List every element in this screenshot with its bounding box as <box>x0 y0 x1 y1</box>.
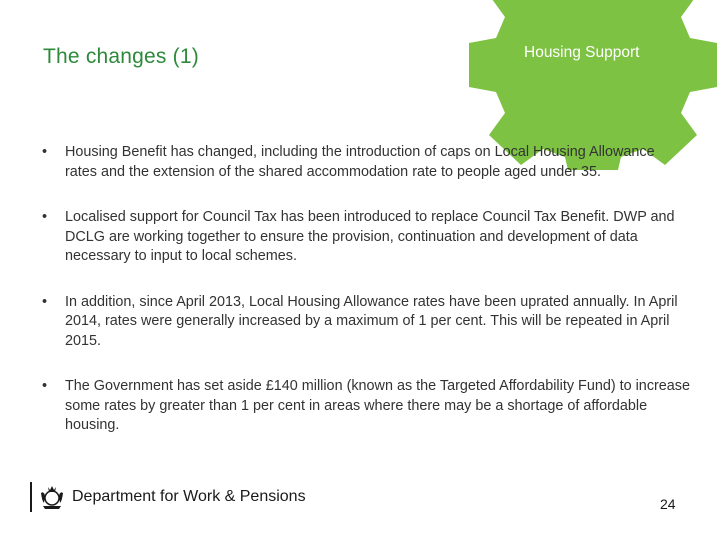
list-item <box>30 377 690 436</box>
bullet-marker: • <box>42 144 48 160</box>
logo-text: Department for Work & Pensions <box>72 488 306 505</box>
bullet-text: Housing Benefit has changed, including the introduction of caps on Local Housing Allowance rates and the extension of the shared accommodation rate to people aged under 35. <box>65 144 655 180</box>
bullet-text: Localised support for Council Tax has been introduced to replace Council Tax Benefit. DWP and DCLG are working together to ensure the provision, continuation and development of data necessary to input to local schemes. <box>65 209 675 264</box>
list-item <box>30 143 690 182</box>
bullet-text: The Government has set aside £140 million (known as the Targeted Affordability Fund) to increase some rates by greater than 1 per cent in areas where there may be a shortage of affordable housing. <box>65 378 691 433</box>
bullet-marker: • <box>42 209 48 225</box>
bullet-list <box>30 143 690 462</box>
page-number: 24 <box>660 496 676 512</box>
bullet-text: In addition, since April 2013, Local Housing Allowance rates have been uprated annually. In April 2014, rates were generally increased by a maximum of 1 per cent. This will be repeated in April 2015. <box>65 293 678 349</box>
section-badge: Housing Support <box>524 44 640 61</box>
logo-divider <box>30 482 32 512</box>
bullet-marker: • <box>42 293 48 310</box>
dwp-logo <box>30 482 306 512</box>
bullet-marker: • <box>42 378 48 394</box>
list-item <box>30 208 690 267</box>
slide-title: The changes (1) <box>43 45 199 68</box>
list-item <box>30 293 690 352</box>
royal-crest-icon <box>38 483 66 511</box>
